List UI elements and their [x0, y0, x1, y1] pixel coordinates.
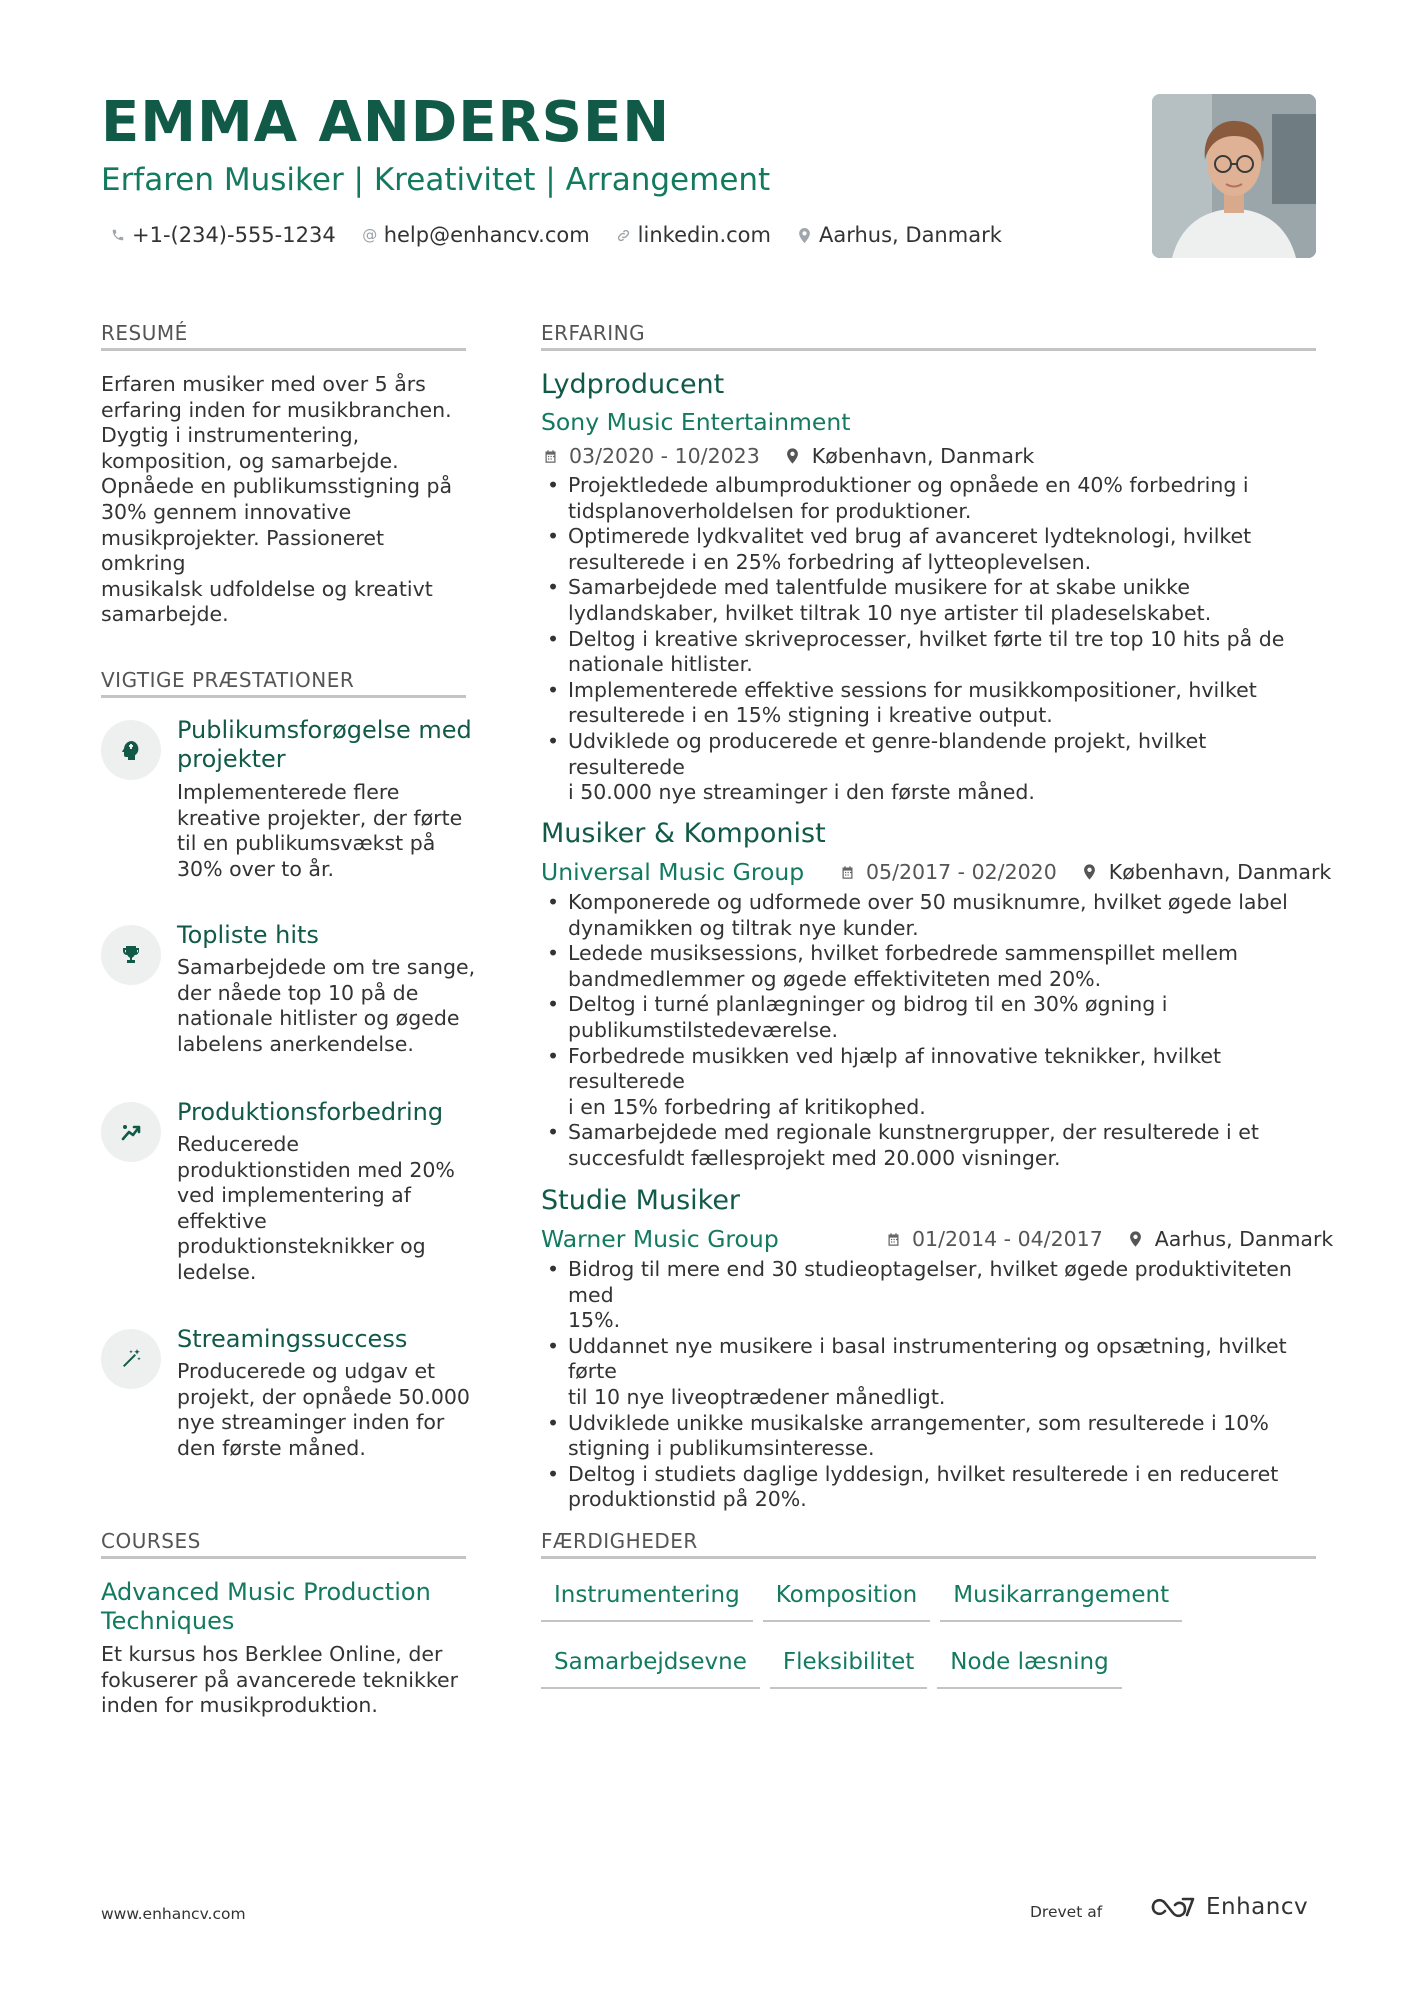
- achievement-desc-line: ledelse.: [177, 1259, 257, 1284]
- courses-divider: [101, 1556, 466, 1559]
- achievement-desc-line: der nåede top 10 på de: [177, 980, 419, 1005]
- job-bullets: [541, 890, 1321, 1172]
- achievement-title-line: Publikumsforøgelse med: [177, 716, 472, 744]
- skill-tag: Musikarrangement: [940, 1570, 1182, 1622]
- calendar-icon: [541, 449, 559, 464]
- achievement-title-line: Topliste hits: [177, 921, 319, 949]
- job-bullet: • Optimerede lydkvalitet ved brug af avanceret lydteknologi, hvilket resulterede i en 25% forbedring af lytteoplevelsen.: [541, 524, 1321, 575]
- chart-arrow-icon: [101, 1102, 161, 1162]
- job-location: Aarhus, Danmark: [1154, 1227, 1334, 1251]
- location-pin-icon: [1081, 864, 1099, 880]
- skills-row: [541, 1637, 1321, 1689]
- achievement-item: [101, 1325, 471, 1465]
- phone-icon: [110, 228, 126, 242]
- achievement-desc-line: projekt, der opnåede 50.000: [177, 1384, 470, 1409]
- achievement-title: [177, 1325, 477, 1354]
- candidate-name: EMMA ANDERSEN: [101, 90, 671, 155]
- summary-line: erfaring inden for musikbranchen.: [101, 397, 452, 422]
- summary-line: samarbejde.: [101, 602, 229, 627]
- job-bullet: • Bidrog til mere end 30 studieoptagelser, hvilket øgede produktiviteten med 15%.: [541, 1257, 1321, 1334]
- contact-location-text: Aarhus, Danmark: [818, 223, 1002, 247]
- job-bullet: • Ledede musiksessions, hvilket forbedrede sammenspillet mellem bandmedlemmer og øgede effektiviteten med 20%.: [541, 941, 1321, 992]
- skill-tag: Komposition: [763, 1570, 931, 1622]
- job-bullet: • Udviklede og producerede et genre-blandende projekt, hvilket resulterede i 50.000 nye streaminger i den første måned.: [541, 729, 1321, 806]
- job-bullet: • Udviklede unikke musikalske arrangementer, som resulterede i 10% stigning i publikumsinteresse.: [541, 1411, 1321, 1462]
- achievement-desc-line: Samarbejdede om tre sange,: [177, 955, 476, 979]
- achievement-description: [177, 1359, 477, 1461]
- achievements-divider: [101, 695, 466, 698]
- job-bullet: • Forbedrede musikken ved hjælp af innovative teknikker, hvilket resulterede i en 15% forbedring af kritikophed.: [541, 1044, 1321, 1121]
- skill-tag: Instrumentering: [541, 1570, 753, 1622]
- achievement-description: [177, 1132, 477, 1286]
- summary-divider: [101, 348, 466, 351]
- job-bullet: • Samarbejdede med talentfulde musikere for at skabe unikke lydlandskaber, hvilket tiltrak 10 nye artister til pladeselskabet.: [541, 575, 1321, 626]
- skill-tag: Fleksibilitet: [770, 1637, 927, 1689]
- skills-row: [541, 1570, 1321, 1622]
- summary-section-title: RESUMÉ: [101, 321, 188, 345]
- course-desc-line: Et kursus hos Berklee Online, der: [101, 1642, 443, 1666]
- summary-line: musikprojekter. Passioneret omkring: [101, 525, 384, 576]
- contact-linkedin-text: linkedin.com: [637, 223, 771, 247]
- job-bullet: • Deltog i studiets daglige lyddesign, hvilket resulterede i en reduceret produktionstid på 20%.: [541, 1462, 1321, 1513]
- at-icon: @: [362, 226, 378, 244]
- achievement-description: [177, 955, 477, 1057]
- contact-linkedin[interactable]: [616, 220, 771, 250]
- job-title: Lydproducent: [541, 369, 725, 400]
- job-location: København, Danmark: [811, 444, 1035, 468]
- experience-section-title: ERFARING: [541, 321, 646, 345]
- course-desc-line: fokuserer på avancerede teknikker: [101, 1667, 459, 1692]
- skills-divider: [541, 1556, 1316, 1559]
- job-bullets: [541, 1257, 1321, 1513]
- contact-location: [797, 220, 1002, 250]
- enhancv-logo-icon: [1150, 1895, 1196, 1919]
- achievements-section-title: VIGTIGE PRÆSTATIONER: [101, 668, 355, 692]
- achievement-title: [177, 716, 477, 774]
- achievement-desc-line: Reducerede: [177, 1132, 300, 1156]
- job-meta: [541, 442, 1034, 470]
- course-title-line: Advanced Music Production: [101, 1578, 431, 1606]
- achievement-desc-line: kreative projekter, der førte: [177, 805, 463, 830]
- contact-bar: [110, 220, 1002, 250]
- job-dates: 05/2017 - 02/2020: [866, 860, 1057, 884]
- calendar-icon: [838, 865, 856, 880]
- summary-line: musikalsk udfoldelse og kreativt: [101, 576, 433, 601]
- location-pin-icon: [784, 448, 802, 464]
- achievement-desc-line: 30% over to år.: [177, 856, 335, 881]
- achievement-item: [101, 1098, 471, 1298]
- job-bullet: • Samarbejdede med regionale kunstnergrupper, der resulterede i et succesfuldt fællesprojekt med 20.000 visninger.: [541, 1120, 1321, 1171]
- achievement-desc-line: nationale hitlister og øgede: [177, 1006, 460, 1031]
- achievement-desc-line: produktionsteknikker og: [177, 1234, 426, 1259]
- summary-line: Dygtig i instrumentering,: [101, 423, 360, 448]
- job-meta: [884, 1225, 1333, 1253]
- enhancv-wordmark: Enhancv: [1206, 1894, 1309, 1920]
- achievement-description: [177, 780, 477, 882]
- achievement-title-line: Streamingssuccess: [177, 1325, 408, 1353]
- job-bullet: • Uddannet nye musikere i basal instrumentering og opsætning, hvilket førte til 10 nye liveoptrædener månedligt.: [541, 1334, 1321, 1411]
- achievement-desc-line: ved implementering af: [177, 1183, 411, 1208]
- footer-powered-by: Drevet af: [1030, 1903, 1103, 1921]
- achievement-desc-line: Producerede og udgav et: [177, 1359, 436, 1383]
- job-meta: [838, 858, 1331, 886]
- job-bullet: • Deltog i kreative skriveprocesser, hvilket førte til tre top 10 hits på de nationale hitlister.: [541, 627, 1321, 678]
- skill-tag: Samarbejdsevne: [541, 1637, 760, 1689]
- contact-email[interactable]: [362, 220, 590, 250]
- achievement-title-line: Produktionsforbedring: [177, 1098, 444, 1126]
- achievement-desc-line: til en publikumsvækst på: [177, 831, 436, 856]
- skill-tag: Node læsning: [937, 1637, 1121, 1689]
- job-dates: 01/2014 - 04/2017: [912, 1227, 1103, 1251]
- summary-line: Erfaren musiker med over 5 års: [101, 372, 426, 396]
- job-bullet: • Komponerede og udformede over 50 musiknumre, hvilket øgede label dynamikken og tiltrak nye kunder.: [541, 890, 1321, 941]
- job-company: Warner Music Group: [541, 1225, 779, 1253]
- contact-email-text: help@enhancv.com: [383, 223, 590, 247]
- courses-section-title: COURSES: [101, 1529, 201, 1553]
- enhancv-logo[interactable]: [1150, 1894, 1308, 1920]
- location-pin-icon: [797, 228, 813, 243]
- achievement-desc-line: labelens anerkendelse.: [177, 1031, 414, 1056]
- magic-wand-icon: [101, 1329, 161, 1389]
- head-idea-icon: [101, 720, 161, 780]
- course-description: [101, 1642, 481, 1719]
- trophy-icon: [101, 925, 161, 985]
- summary-line: Opnåede en publikumsstigning på: [101, 474, 453, 499]
- achievement-desc-line: produktionstiden med 20%: [177, 1157, 455, 1182]
- job-company: Sony Music Entertainment: [541, 408, 851, 436]
- achievement-title: [177, 921, 477, 950]
- achievement-desc-line: nye streaminger inden for: [177, 1410, 445, 1435]
- location-pin-icon: [1127, 1231, 1145, 1247]
- job-title: Studie Musiker: [541, 1185, 741, 1216]
- job-bullets: [541, 473, 1321, 806]
- contact-phone[interactable]: [110, 220, 336, 250]
- achievement-desc-line: den første måned.: [177, 1435, 366, 1460]
- experience-divider: [541, 348, 1316, 351]
- job-location: København, Danmark: [1108, 860, 1332, 884]
- profile-photo: [1152, 94, 1316, 258]
- achievement-item: [101, 716, 471, 886]
- contact-phone-text: +1-(234)-555-1234: [132, 223, 336, 247]
- course-title-line: Techniques: [101, 1607, 235, 1635]
- course-title: [101, 1578, 471, 1636]
- skills-section-title: FÆRDIGHEDER: [541, 1529, 698, 1553]
- achievement-title-line: projekter: [177, 745, 286, 773]
- candidate-tagline: Erfaren Musiker | Kreativitet | Arrangement: [101, 162, 771, 198]
- course-desc-line: inden for musikproduktion.: [101, 1693, 378, 1718]
- footer-website-link[interactable]: www.enhancv.com: [101, 1905, 246, 1923]
- summary-text: [101, 372, 471, 628]
- link-icon: [616, 228, 632, 243]
- achievement-desc-line: effektive: [177, 1208, 267, 1233]
- job-company: Universal Music Group: [541, 858, 805, 886]
- job-dates: 03/2020 - 10/2023: [569, 444, 760, 468]
- achievement-item: [101, 921, 476, 1061]
- summary-line: komposition, og samarbejde.: [101, 448, 399, 473]
- job-bullet: • Deltog i turné planlægninger og bidrog til en 30% øgning i publikumstilstedeværelse.: [541, 992, 1321, 1043]
- job-bullet: • Implementerede effektive sessions for musikkompositioner, hvilket resulterede i en 15% stigning i kreative output.: [541, 678, 1321, 729]
- skills-list: [541, 1570, 1321, 1704]
- achievement-desc-line: Implementerede flere: [177, 780, 400, 804]
- achievement-title: [177, 1098, 477, 1127]
- job-title: Musiker & Komponist: [541, 818, 826, 849]
- summary-line: 30% gennem innovative: [101, 499, 352, 524]
- job-bullet: • Projektledede albumproduktioner og opnåede en 40% forbedring i tidsplanoverholdelsen for produktioner.: [541, 473, 1321, 524]
- calendar-icon: [884, 1232, 902, 1247]
